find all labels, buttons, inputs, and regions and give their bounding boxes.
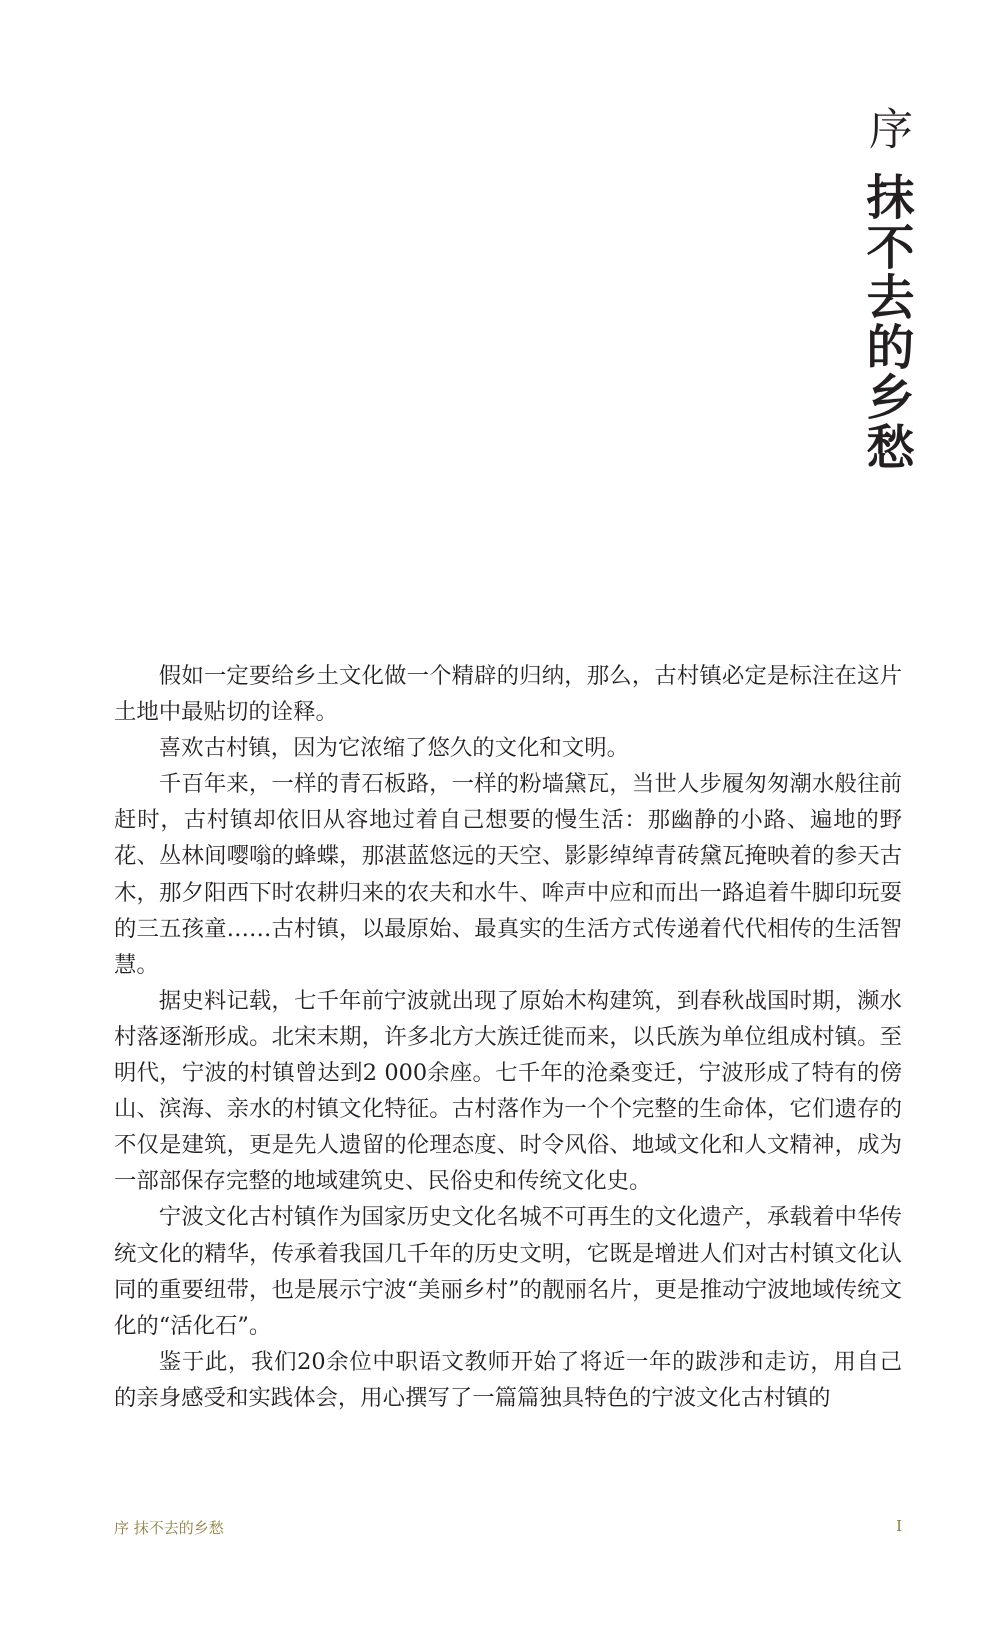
page-number: I (896, 1517, 902, 1535)
paragraph-5: 宁波文化古村镇作为国家历史文化名城不可再生的文化遗产，承载着中华传统文化的精华，传承着我国几千年的历史文明，它既是增进人们对古村镇文化认同的重要纽带，也是展示宁波“美丽乡村”的靓丽名片，更是推动宁波地域传统文化的“活化石”。 (114, 1204, 902, 1339)
body-text (114, 658, 902, 1416)
vertical-title (858, 106, 914, 472)
page-footer (114, 1517, 902, 1541)
page-title: 抹不去的乡愁 (858, 172, 914, 472)
paragraph-3: 千百年来，一样的青石板路，一样的粉墙黛瓦，当世人步履匆匆潮水般往前赶时，古村镇却依旧从容地过着自己想要的慢生活：那幽静的小路、遍地的野花、丛林间嘤嗡的蜂蝶，那湛蓝悠远的天空、影影绰绰青砖黛瓦掩映着的参天古木，那夕阳西下时农耕归来的农夫和水牛、哞声中应和而出一路追着牛脚印玩耍的三五孩童……古村镇，以最原始、最真实的生活方式传递着代代相传的生活智慧。 (114, 771, 902, 978)
paragraph-2: 喜欢古村镇，因为它浓缩了悠久的文化和文明。 (158, 735, 629, 762)
paragraph-4: 据史料记载，七千年前宁波就出现了原始木构建筑，到春秋战国时期，濒水村落逐渐形成。北宋末期，许多北方大族迁徙而来，以氏族为单位组成村镇。至明代，宁波的村镇曾达到2 000余座。七千年的沧桑变迁，宁波形成了特有的傍山、滨海、亲水的村镇文化特征。古村落作为一个个完整的生命体，它们遗存的不仅是建筑，更是先人遗留的伦理态度、时令风俗、地域文化和人文精神，成为一部部保存完整的地域建筑史、民俗史和传统文化史。 (114, 987, 902, 1195)
title-prefix: 序 (861, 106, 912, 150)
running-title: 序 抹不去的乡愁 (114, 1519, 224, 1537)
paragraph-1: 假如一定要给乡土文化做一个精辟的归纳，那么，古村镇必定是标注在这片土地中最贴切的诠释。 (114, 663, 902, 726)
paragraph-6: 鉴于此，我们20余位中职语文教师开始了将近一年的跋涉和走访，用自己的亲身感受和实践体会，用心撰写了一篇篇独具特色的宁波文化古村镇的 (114, 1348, 902, 1411)
